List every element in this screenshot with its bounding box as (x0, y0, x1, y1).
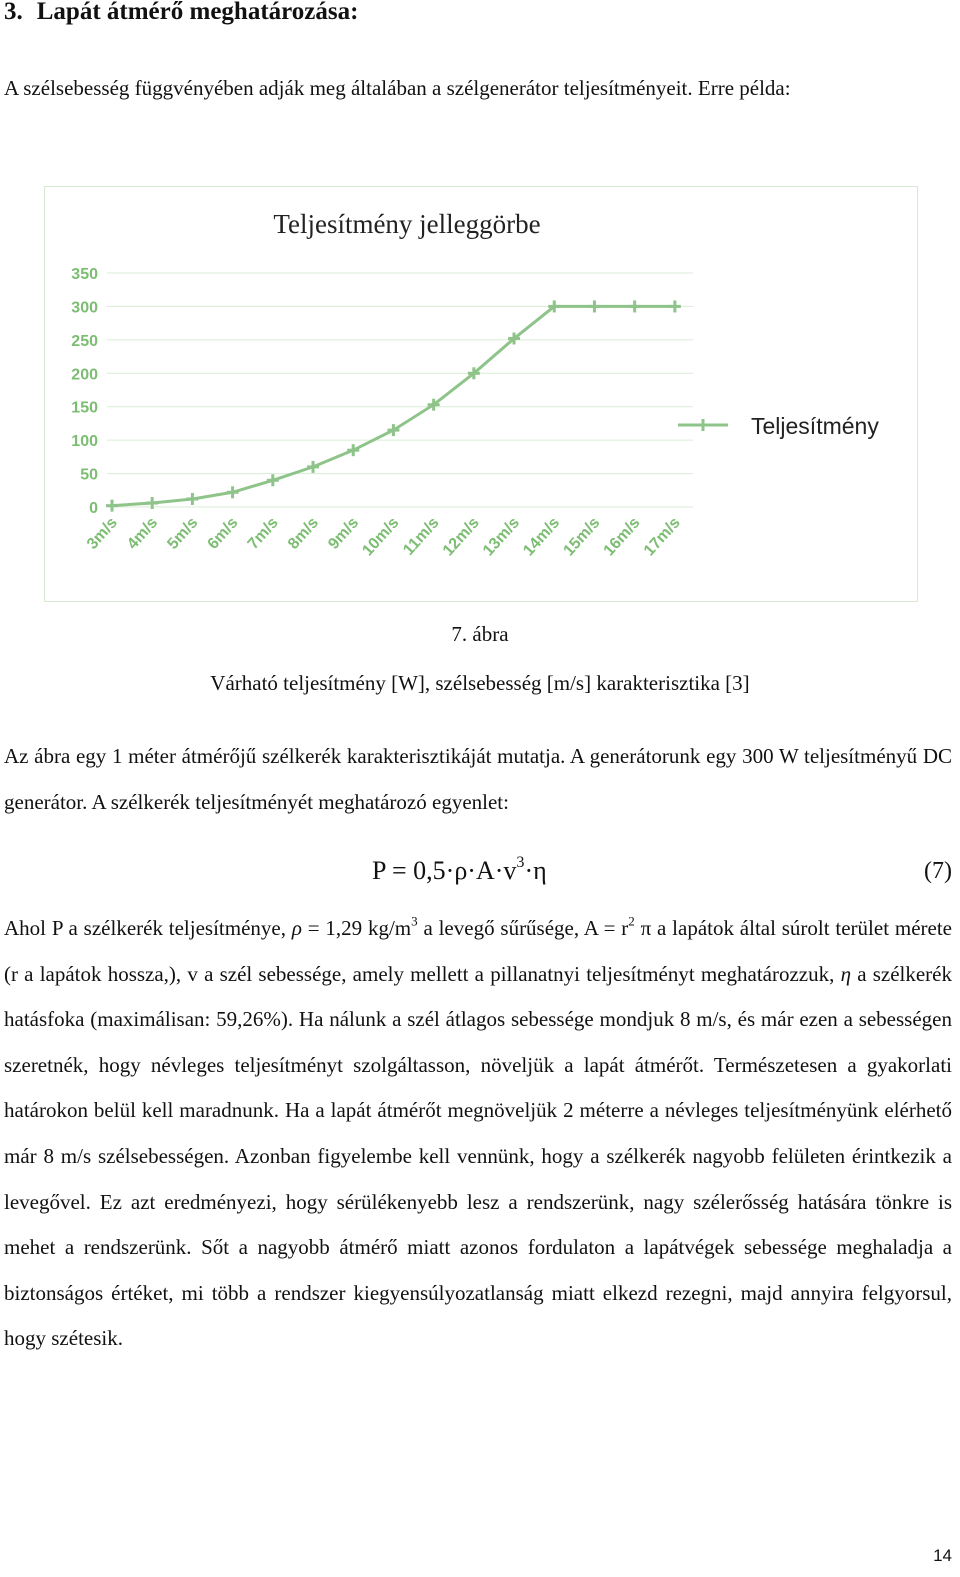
intro-paragraph: A szélsebesség függvényében adják meg általában a szélgenerátor teljesítményeit. Erre példa: (4, 76, 791, 100)
x-tick-label: 4m/s (124, 514, 162, 553)
body-text-e: a szélkerék hatásfoka (maximálisan: 59,26%). Ha nálunk a szél átlagos sebessége mondjuk 8 m/s, és már ezen a sebességen szeretnék, hogy névleges teljesítményt szolgáltasson, növeljük a lapát átmérőt. Természetesen a gyakorlati határokon belül kell maradnunk. Ha a lapát átmérőt megnöveljük 2 méterre a névleges teljesítményünk elérhető már 8 m/s szélsebességen. Azonban figyelembe kell vennünk, hogy a szélkerék nagyobb felületen érintkezik a levegővel. Ez azt eredményezi, hogy sérülékenyebb lesz a rendszerünk, nagy szélerősség hatására tönkre is mehet a rendszerünk. Sőt a nagyobb átmérő miatt azonos fordulaton a lapátvégek sebessége meghaladja a biztonságos értéket, mi több a rendszer kiegyensúlyozatlanság miatt elkezd rezegni, majd annyira felgyorsul, hogy szétesik. (4, 961, 952, 1351)
x-tick-label: 8m/s (284, 514, 322, 553)
legend-label: Teljesítmény (751, 413, 879, 439)
chart-title: Teljesítmény jelleggörbe (273, 209, 541, 239)
y-tick-label: 200 (71, 366, 98, 384)
x-tick-label: 17m/s (640, 514, 684, 560)
rho-symbol: ρ (291, 916, 302, 940)
page-number: 14 (933, 1546, 952, 1565)
figure-number: 7. ábra (451, 622, 509, 646)
y-tick-label: 50 (80, 466, 98, 484)
y-tick-label: 0 (89, 500, 98, 517)
power-equation (372, 853, 547, 886)
density-unit-exponent: 3 (411, 913, 418, 929)
power-chart (44, 186, 918, 602)
x-tick-label: 16m/s (600, 514, 644, 560)
x-tick-label: 5m/s (164, 514, 202, 553)
equation-exponent: 3 (516, 853, 525, 871)
x-tick-label: 15m/s (560, 514, 604, 560)
section-number: 3. (4, 0, 23, 25)
x-tick-label: 7m/s (244, 514, 282, 553)
section-heading (4, 0, 358, 26)
y-tick-label: 100 (71, 433, 98, 451)
x-tick-label: 13m/s (480, 514, 524, 560)
y-tick-label: 250 (71, 332, 98, 350)
y-tick-label: 300 (71, 299, 98, 317)
body-text-c: a levegő sűrűsége, A = r (417, 916, 629, 940)
power-chart-svg (45, 187, 917, 601)
body-paragraph (4, 906, 952, 1362)
x-tick-label: 6m/s (204, 514, 242, 553)
area-exponent: 2 (628, 913, 635, 929)
equation-rhs: ·η (524, 856, 547, 885)
figure-caption: Várható teljesítmény [W], szélsebesség [m/s] karakterisztika [3] (210, 671, 750, 695)
y-tick-label: 150 (71, 399, 98, 417)
x-tick-label: 11m/s (400, 514, 443, 559)
x-tick-label: 10m/s (359, 514, 403, 560)
chart-description-paragraph: Az ábra egy 1 méter átmérőjű szélkerék karakterisztikáját mutatja. A generátorunk egy 300 W teljesítményű DC generátor. A szélkerék teljesítményét meghatározó egyenlet: (4, 744, 952, 814)
body-text-d: π a lapátok által súrolt terület mérete (r a lapátok hossza,), v a szél sebessége, amely mellett a pillanatnyi teljesítményt meghatározzuk, (4, 916, 952, 986)
y-tick-label: 350 (71, 266, 98, 283)
equation-lhs: P = 0,5·ρ·A·v (372, 856, 517, 885)
x-tick-label: 9m/s (325, 514, 363, 553)
x-tick-label: 3m/s (83, 514, 121, 553)
x-tick-label: 12m/s (439, 514, 483, 560)
eta-symbol: η (840, 961, 851, 986)
section-title: Lapát átmérő meghatározása: (36, 0, 359, 25)
body-text-b: = 1,29 kg/m (301, 916, 412, 940)
equation-number: (7) (924, 858, 952, 884)
body-text-a: Ahol P a szélkerék teljesítménye, (4, 916, 292, 940)
x-tick-label: 14m/s (520, 514, 564, 560)
